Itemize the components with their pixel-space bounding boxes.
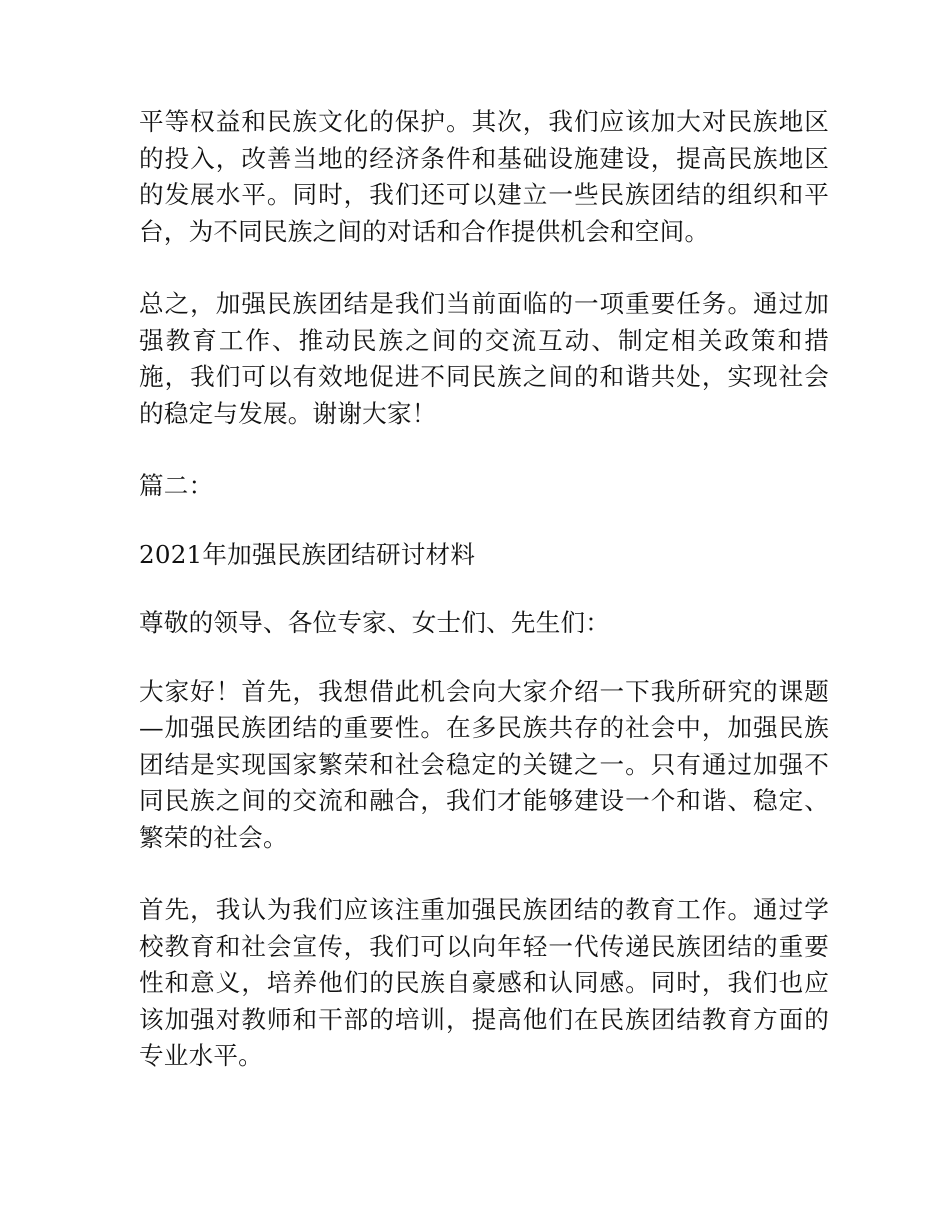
section-label: 篇二： <box>139 471 214 500</box>
paragraph-conclusion: 总之，加强民族团结是我们当前面临的一项重要任务。通过加强教育工作、推动民族之间的交流互动、制定相关政策和措施，我们可以有效地促进不同民族之间的和谐共处，实现社会的稳定与发展。谢谢大家！ <box>139 289 829 428</box>
paragraph-rights-investment: 平等权益和民族文化的保护。其次，我们应该加大对民族地区的投入，改善当地的经济条件和基础设施建设，提高民族地区的发展水平。同时，我们还可以建立一些民族团结的组织和平台，为不同民族之间的对话和合作提供机会和空间。 <box>139 107 829 246</box>
document-body <box>139 104 829 1111</box>
section-title: 2021年加强民族团结研讨材料 <box>139 539 476 569</box>
salutation: 尊敬的领导、各位专家、女士们、先生们： <box>139 608 611 637</box>
paragraph-introduction: 大家好！首先，我想借此机会向大家介绍一下我所研究的课题—加强民族团结的重要性。在多民族共存的社会中，加强民族团结是实现国家繁荣和社会稳定的关键之一。只有通过加强不同民族之间的交流和融合，我们才能够建设一个和谐、稳定、繁荣的社会。 <box>139 676 829 852</box>
paragraph-education: 首先，我认为我们应该注重加强民族团结的教育工作。通过学校教育和社会宣传，我们可以向年轻一代传递民族团结的重要性和意义，培养他们的民族自豪感和认同感。同时，我们也应该加强对教师和干部的培训，提高他们在民族团结教育方面的专业水平。 <box>139 895 829 1070</box>
